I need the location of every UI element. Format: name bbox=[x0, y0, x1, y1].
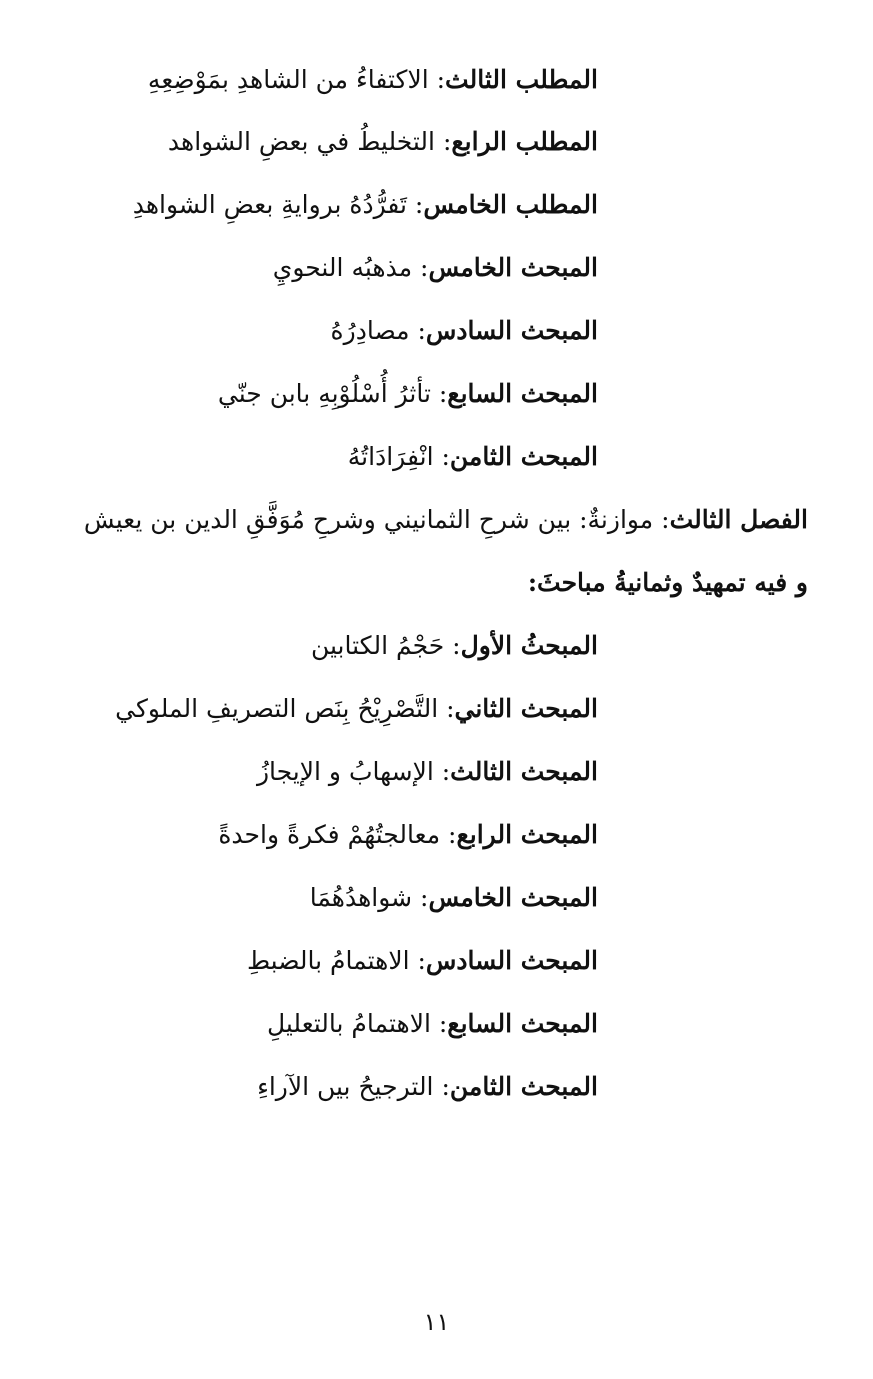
toc-entry bbox=[273, 248, 598, 288]
toc-section bbox=[218, 815, 598, 855]
section-text: الاهتمامُ بالضبطِ bbox=[246, 946, 410, 975]
section-label: المبحث الخامس bbox=[428, 883, 598, 912]
entry-text: مذهبُه النحويِ bbox=[272, 253, 413, 282]
section-separator: : bbox=[440, 820, 457, 849]
section-separator: : bbox=[433, 757, 451, 786]
toc-section bbox=[257, 752, 598, 792]
section-label: المبحث الثاني bbox=[454, 694, 598, 723]
section-separator: : bbox=[430, 1009, 448, 1038]
toc-entry bbox=[348, 437, 598, 477]
section-separator: : bbox=[433, 1072, 450, 1101]
entry-separator: : bbox=[435, 127, 452, 156]
section-text: الاهتمامُ بالتعليلِ bbox=[266, 1009, 431, 1038]
entry-separator: : bbox=[406, 190, 424, 219]
toc-entry bbox=[148, 60, 598, 100]
section-label: المبحث الثالث bbox=[450, 757, 598, 786]
chapter-subheading: و فيه تمهيدٌ وثمانيةُ مباحثَ: bbox=[527, 568, 808, 597]
toc-section bbox=[267, 1004, 598, 1044]
entry-separator: : bbox=[430, 379, 448, 408]
section-separator: : bbox=[412, 883, 429, 912]
section-text: حَجْمُ الكتابين bbox=[310, 631, 445, 660]
toc-section bbox=[311, 626, 598, 666]
section-label: المبحث السادس bbox=[425, 946, 598, 975]
entry-label: المبحث الثامن bbox=[449, 442, 598, 471]
section-text: الترجيحُ بيں الآراءِ bbox=[257, 1072, 434, 1101]
entry-label: المبحث السابع bbox=[447, 379, 598, 408]
toc-entry bbox=[133, 185, 598, 225]
toc-entry bbox=[168, 122, 598, 162]
toc-section bbox=[257, 1067, 598, 1107]
toc-section bbox=[310, 878, 598, 918]
entry-text: الاكتفاءُ من الشاهدِ بمَوْضِعِهِ bbox=[147, 65, 429, 94]
entry-text: التخليطُ في بعضِ الشواهد bbox=[167, 127, 435, 156]
chapter-text: موازنةٌ: بين شرحِ الثمانيني وشرحِ مُوَفَّقِ الدين بن يعيش bbox=[83, 505, 654, 534]
section-separator: : bbox=[444, 631, 461, 660]
toc-section bbox=[115, 689, 598, 729]
section-text: الإسهابُ و الإيجازُ bbox=[256, 757, 434, 786]
entry-separator: : bbox=[428, 65, 446, 94]
section-text: شواهدُهُمَا bbox=[309, 883, 413, 912]
toc-section bbox=[247, 941, 598, 981]
section-separator: : bbox=[409, 946, 426, 975]
section-label: المبحثُ الأول bbox=[460, 631, 598, 660]
chapter-heading bbox=[84, 500, 808, 540]
chapter-separator: : bbox=[653, 505, 670, 534]
page-number: ١١ bbox=[423, 1308, 450, 1336]
section-text: التَّصْرِيْحُ بِنَص التصريفِ الملوكي bbox=[115, 694, 439, 723]
entry-separator: : bbox=[433, 442, 450, 471]
entry-separator: : bbox=[409, 316, 426, 345]
entry-label: المبحث الخامس bbox=[428, 253, 598, 282]
section-label: المبحث السابع bbox=[447, 1009, 598, 1038]
entry-text: انْفِرَادَاتُهُ bbox=[347, 442, 434, 471]
section-text: معالجتُهُمْ فكرةً واحدةً bbox=[218, 820, 441, 849]
entry-label: المطلب الرابع bbox=[451, 127, 598, 156]
section-label: المبحث الرابع bbox=[456, 820, 598, 849]
chapter-label: الفصل الثالث bbox=[669, 505, 808, 534]
entry-separator: : bbox=[412, 253, 429, 282]
entry-text: تأثرُ أُسْلُوْبِهِ بابن جنّي bbox=[217, 379, 431, 408]
entry-label: المبحث السادس bbox=[425, 316, 598, 345]
entry-label: المطلب الثالث bbox=[445, 65, 598, 94]
section-label: المبحث الثامن bbox=[449, 1072, 598, 1101]
toc-entry bbox=[218, 374, 598, 414]
entry-text: مصادِرُهُ bbox=[330, 316, 410, 345]
toc-entry bbox=[331, 311, 598, 351]
entry-text: تَفرُّدُهُ بروايةِ بعضِ الشواهدِ bbox=[132, 190, 407, 219]
section-separator: : bbox=[438, 694, 455, 723]
entry-label: المطلب الخامس bbox=[423, 190, 598, 219]
